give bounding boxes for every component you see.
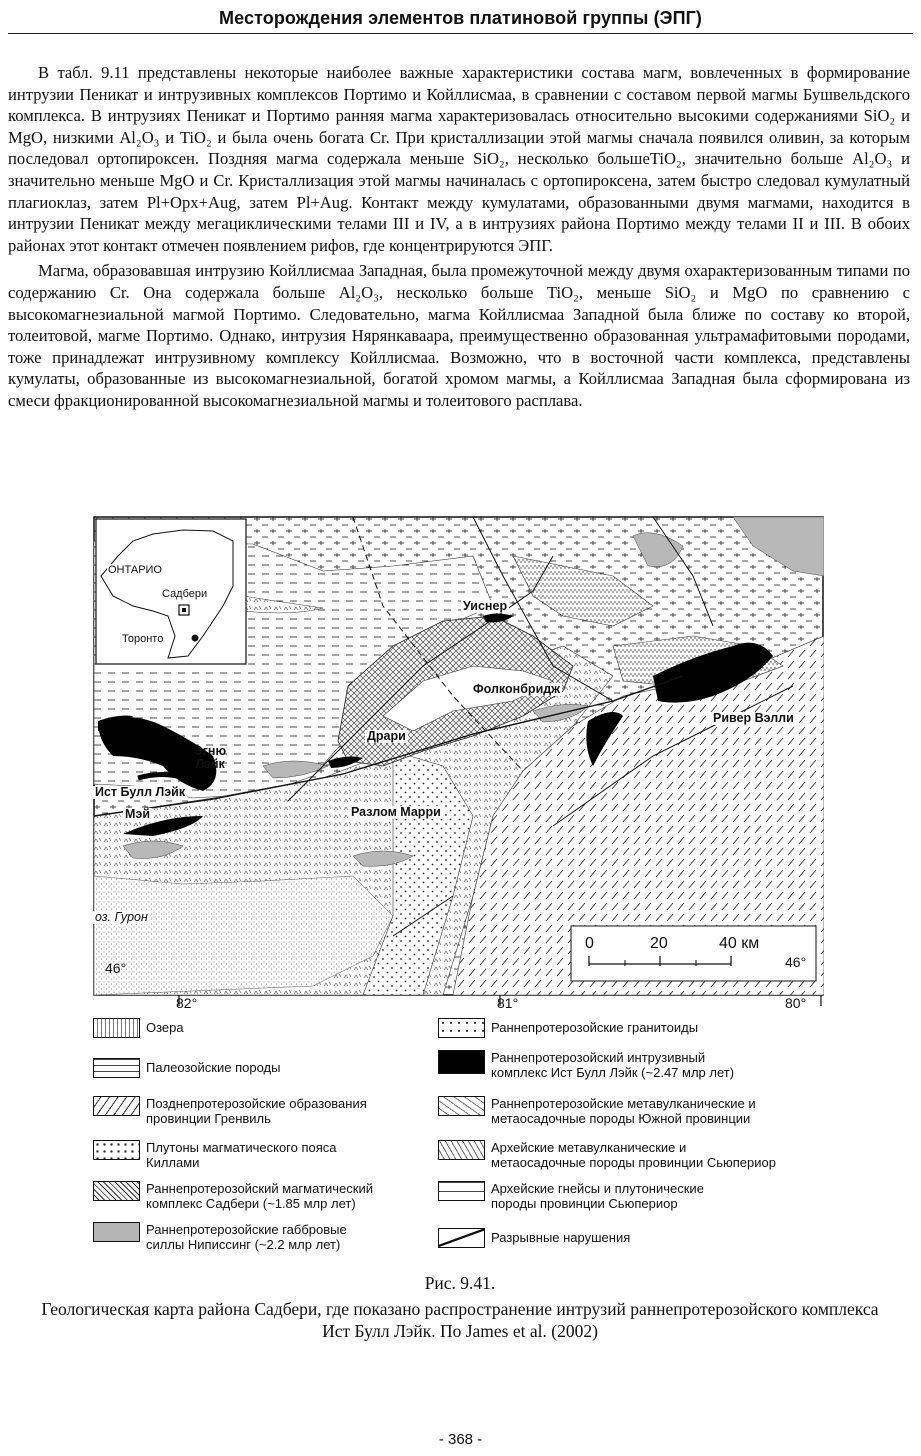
inset-city-label: Садбери	[162, 588, 208, 600]
inset-province-label: ОНТАРИО	[108, 564, 162, 576]
header-rule	[8, 33, 913, 34]
legend-swatch-nipissing	[93, 1222, 140, 1242]
figure-caption: Геологическая карта района Садбери, где показано распространение интрузий раннепротерозойского комплекса Ист Булл Лэйк. По James et al. (2002)	[41, 1299, 879, 1341]
geological-map	[93, 516, 824, 1013]
legend-label: Раннепротерозойские гранитоиды	[491, 1020, 699, 1035]
legend-swatch-sudbury	[93, 1181, 140, 1201]
legend-label: Озера	[146, 1020, 184, 1035]
place-label: Драри	[367, 729, 406, 743]
scale-label: 20	[650, 935, 668, 952]
legend-label: Архейские гнейсы и плутонические породы провинции Сьюпериор	[491, 1181, 704, 1211]
legend-swatch-superior-volcanic	[438, 1140, 485, 1160]
legend-swatch-east-bull-lake	[438, 1050, 485, 1074]
place-label: Эгню Лэйк	[193, 744, 227, 771]
latitude-label: 46°	[785, 954, 807, 970]
legend-swatch-southern-province	[438, 1096, 485, 1116]
legend-label: Раннепротерозойские метавулканические и метаосадочные породы Южной провинции	[491, 1096, 756, 1126]
legend-swatch-faults	[438, 1228, 485, 1248]
place-label: Мэй	[125, 807, 150, 821]
legend-label: Плутоны магматического пояса Киллами	[146, 1140, 337, 1170]
legend-label: Палеозойские породы	[146, 1060, 281, 1075]
legend-item	[438, 1181, 704, 1211]
page-number: - 368 -	[438, 1431, 483, 1448]
legend-label: Позднепротерозойские образования провинции Гренвиль	[146, 1096, 367, 1126]
place-label: Фолконбридж	[473, 682, 561, 696]
figure-number: Рис. 9.41.	[424, 1273, 496, 1293]
legend-item	[438, 1228, 630, 1248]
legend-item	[93, 1058, 280, 1078]
longitude-label: 81°	[497, 995, 519, 1011]
longitude-label: 80°	[785, 995, 807, 1011]
legend-item	[93, 1222, 347, 1252]
legend-swatch-paleozoic	[93, 1058, 140, 1078]
legend-item	[438, 1050, 734, 1080]
running-header: Месторождения элементов платиновой группы (ЭПГ)	[218, 8, 703, 28]
legend-item	[438, 1096, 756, 1126]
legend-item	[438, 1140, 776, 1170]
legend-item	[438, 1018, 698, 1038]
legend-swatch-superior-gneiss	[438, 1181, 485, 1201]
legend-swatch-killarney	[93, 1140, 140, 1160]
legend-label: Архейские метавулканические и метаосадочные породы провинции Сьюпериор	[491, 1140, 776, 1170]
latitude-label: 46°	[105, 960, 127, 976]
inset-city-label: Торонто	[122, 633, 164, 645]
toronto-dot	[192, 635, 199, 642]
legend-swatch-grenville	[93, 1096, 140, 1116]
legend-label: Раннепротерозойский магматический комплекс Садбери (~1.85 млр лет)	[146, 1181, 373, 1211]
legend-label: Разрывные нарушения	[491, 1230, 631, 1245]
longitude-label: 82°	[176, 995, 198, 1011]
paragraph: Магма, образовавшая интрузию Койллисмаа Западная, была промежуточной между двумя охарактеризованным типами по содержанию Cr. Она содержала больше Al₂O₃, несколько больше TiO₂, меньше SiO₂ и MgO по сравнению с высокомагнезиальной магмой Портимо. Следовательно, магма Койллисмаа Западной была ближе по составу ко второй, толеитовой, магме Портимо. Однако, интрузия Нярянкаваара, преимущественно образованная ультрамафитовыми породами, тоже принадлежат интрузивному комплексу Койллисмаа. Возможно, что в восточной части комплекса, представлены кумулаты, образованные из высокомагнезиальной, богатой хромом магмы, а Койллисмаа Западная была сформирована из смеси фракционированной высокомагнезиальной магмы и толеитового расплава.	[8, 261, 910, 410]
legend-item	[93, 1140, 337, 1170]
place-label: Ист Булл Лэйк	[95, 785, 186, 799]
scale-label: 0	[585, 935, 594, 952]
legend-item	[93, 1096, 367, 1126]
legend-swatch-lakes	[93, 1018, 140, 1038]
legend-swatch-granitoids	[438, 1018, 485, 1038]
legend-item	[93, 1018, 184, 1038]
scale-label: 40 км	[719, 935, 760, 952]
body-text	[8, 62, 910, 412]
legend-item	[93, 1181, 373, 1211]
place-label: Ривер Вэлли	[713, 711, 794, 725]
paragraph: В табл. 9.11 представлены некоторые наиболее важные характеристики состава магм, вовлеченных в формирование интрузии Пеникат и интрузивных комплексов Портимо и Койллисмаа, в сравнении с составом первой магмы Бушвельдского комплекса. В интрузиях Пеникат и Портимо ранняя магма характеризовалась относительно высокими содержаниями SiO₂ и MgO, низкими Al₂O₃ и TiO₂ и была очень богата Cr. При кристаллизации этой магмы сначала появился оливин, за которым последовал ортопироксен. Поздняя магма содержала меньше SiO₂, несколько большеTiO₂, значительно больше Al₂O₃ и значительно меньше MgO и Cr. Кристаллизация этой магмы начиналась с ортопироксена, затем быстро следовал кумулатный плагиоклаз, затем Pl+Opx+Aug, затем Pl+Aug. Контакт между кумулатами, образованными двумя магмами, находится в интрузии Пеникат между мегациклическими телами III и IV, а в интрузиях района Портимо между телами II и III. В обоих районах этот контакт отмечен появлением рифов, где концентрируются ЭПГ.	[8, 63, 910, 255]
place-label: Разлом Марри	[351, 805, 441, 819]
legend-label: Раннепротерозойские габбровые силлы Ниписсинг (~2.2 млр лет)	[146, 1222, 347, 1252]
place-label: Уиснер	[463, 599, 508, 613]
lake-huron-label: оз. Гурон	[95, 910, 148, 924]
scale-box	[571, 926, 816, 981]
legend-label: Раннепротерозойский интрузивный комплекс Ист Булл Лэйк (~2.47 млр лет)	[491, 1050, 735, 1080]
